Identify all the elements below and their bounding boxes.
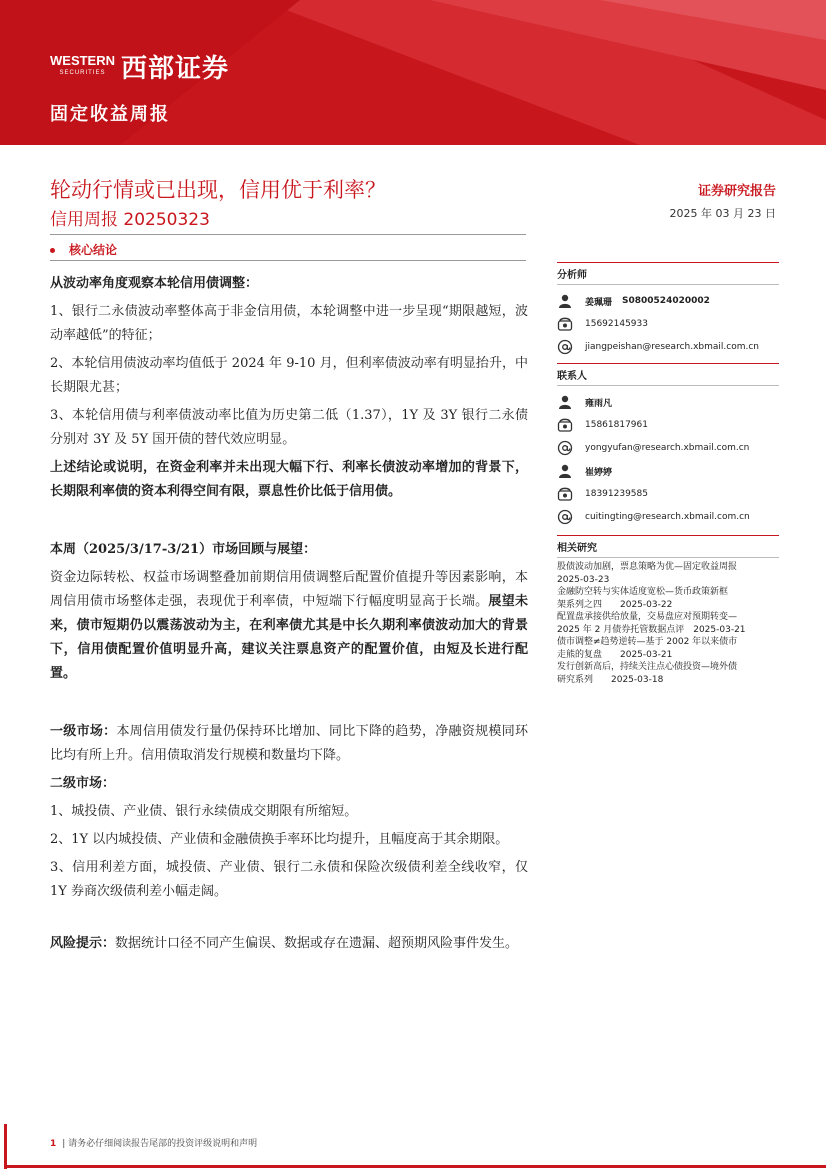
- heading-volatility: 从波动率角度观察本轮信用债调整：: [50, 276, 259, 291]
- email-icon: [557, 440, 573, 456]
- related-line[interactable]: 发行创新高后，持续关注点心债投资—境外债: [557, 662, 738, 672]
- contact-1-email[interactable]: yongyufan@research.xbmail.com.cn: [585, 443, 750, 453]
- report-type: 固定收益周报: [50, 104, 170, 125]
- contact-1-name: 雍雨凡: [585, 398, 613, 409]
- report-date: 2025 年 03 月 23 日: [669, 207, 776, 220]
- point-2: 2、本轮信用债波动率均值低于 2024 年 9-10 月，但利率债波动率有明显抬升，中长期限尤甚；: [50, 356, 528, 395]
- related-line[interactable]: 配置盘承接供给放量，交易盘应对预期转变—: [557, 612, 738, 622]
- email-icon: [557, 509, 573, 525]
- brand-logo-en: [50, 52, 115, 79]
- analyst-name: 姜珮珊: [585, 297, 613, 308]
- bullet-icon: [50, 248, 55, 253]
- analyst-license-id: S0800524020002: [622, 296, 710, 306]
- brand-cn-text: 西部证券: [121, 54, 230, 84]
- report-category: 证券研究报告: [697, 184, 776, 199]
- contact-1-email-row: [557, 438, 779, 458]
- risk-paragraph: [50, 932, 528, 956]
- primary-market-label: 一级市场：: [50, 724, 117, 739]
- contact-2-name: 崔婷婷: [585, 467, 613, 478]
- secondary-market-label: 二级市场：: [50, 776, 116, 791]
- phone-icon: [557, 316, 573, 332]
- secondary-point-2: 2、1Y 以内城投债、产业债和金融债换手率环比均提升，且幅度高于其余期限。: [50, 832, 509, 847]
- person-icon: [557, 463, 573, 479]
- brand-en-text: WESTERN: [50, 52, 115, 68]
- person-icon: [557, 293, 573, 309]
- risk-label: 风险提示：: [50, 936, 116, 951]
- primary-market-text: 本周信用债发行量仍保持环比增加、同比下降的趋势，净融资规模同环比均有所上升。信用债取消发行规模和数量均下降。: [50, 724, 528, 763]
- conclusion-paragraph: 上述结论或说明，在资金利率并未出现大幅下行、利率长债波动率增加的背景下，长期限利率债的资本利得空间有限，票息性价比低于信用债。: [50, 460, 528, 499]
- page-number: 1: [50, 1139, 57, 1149]
- page-title: 轮动行情或已出现，信用优于利率？: [50, 178, 386, 202]
- related-line: 走熊的复盘 2025-03-21: [557, 649, 673, 660]
- page-subtitle: 信用周报 20250323: [50, 210, 210, 230]
- phone-icon: [557, 417, 573, 433]
- related-line[interactable]: 股债波动加剧，票息策略为优—固定收益周报: [557, 562, 738, 572]
- contact-2-name-row: [557, 461, 779, 481]
- corner-accent-horizontal: [4, 1165, 826, 1168]
- contact-1-phone: 15861817961: [585, 420, 648, 430]
- section-divider: [50, 260, 526, 261]
- contact-1-name-row: [557, 392, 779, 412]
- analyst-phone: 15692145933: [585, 319, 648, 329]
- sidebar: [557, 262, 779, 686]
- related-line: 2025-03-23: [557, 574, 610, 585]
- contact-2-email[interactable]: cuitingting@research.xbmail.com.cn: [585, 512, 750, 522]
- contact-heading: 联系人: [557, 363, 779, 386]
- outlook-text: 展望未来，债市短期仍以震荡波动为主，在利率债尤其是中长久期利率债波动加大的背景下，信用债配置价值明显升高，建议关注票息资产的配置价值，由短及长进行配置。: [50, 594, 528, 681]
- related-line: 架系列之四 2025-03-22: [557, 599, 673, 610]
- related-heading: 相关研究: [557, 535, 779, 558]
- heading-weekly-review: 本周（2025/3/17-3/21）市场回顾与展望：: [50, 542, 317, 557]
- related-line: 2025 年 2 月债券托管数据点评 2025-03-21: [557, 624, 746, 635]
- email-icon: [557, 339, 573, 355]
- related-research-list: [557, 561, 779, 686]
- related-line[interactable]: 金融防空转与实体适度宽松—货币政策新框: [557, 587, 729, 597]
- analyst-email[interactable]: jiangpeishan@research.xbmail.com.cn: [585, 342, 760, 352]
- point-3: 3、本轮信用债与利率债波动率比值为历史第二低（1.37），1Y 及 3Y 银行二永债分别对 3Y 及 5Y 国开债的替代效应明显。: [50, 408, 528, 447]
- secondary-point-3: 3、信用利差方面，城投债、产业债、银行二永债和保险次级债利差全线收窄，仅 1Y 券商次级债利差小幅走阔。: [50, 860, 528, 899]
- primary-market-paragraph: [50, 720, 528, 768]
- contact-2-phone: 18391239585: [585, 489, 648, 499]
- contact-1-phone-row: [557, 415, 779, 435]
- corner-accent-vertical: [4, 1124, 7, 1169]
- core-section-label: 核心结论: [69, 243, 118, 257]
- secondary-point-1: 1、城投债、产业债、银行永续债成交期限有所缩短。: [50, 804, 358, 819]
- analyst-email-row: [557, 337, 779, 357]
- review-text: 资金边际转松、权益市场调整叠加前期信用债调整后配置价值提升等因素影响，本周信用债市场整体走强，表现优于利率债，中短端下行幅度明显高于长端。: [50, 570, 528, 609]
- contact-2-email-row: [557, 507, 779, 527]
- analyst-name-row: [557, 291, 779, 311]
- brand-en-sub: SECURITIES: [59, 69, 106, 76]
- main-body: [50, 272, 528, 960]
- core-section-heading: [50, 241, 117, 258]
- contact-2-phone-row: [557, 484, 779, 504]
- report-header: [0, 0, 826, 145]
- point-1: 1、银行二永债波动率整体高于非金信用债，本轮调整中进一步呈现“期限越短，波动率越低”的特征；: [50, 304, 528, 343]
- risk-text: 数据统计口径不同产生偏误、数据或存在遗漏、超预期风险事件发生。: [115, 936, 519, 951]
- brand-logo: [50, 48, 229, 85]
- person-icon: [557, 394, 573, 410]
- analyst-phone-row: [557, 314, 779, 334]
- related-line[interactable]: 债市调整≠趋势逆转—基于 2002 年以来债市: [557, 637, 738, 647]
- title-divider: [50, 234, 526, 235]
- review-paragraph: [50, 566, 528, 686]
- phone-icon: [557, 486, 573, 502]
- page-footer: [50, 1136, 257, 1149]
- related-line: 研究系列 2025-03-18: [557, 674, 664, 685]
- analyst-heading: 分析师: [557, 262, 779, 285]
- footer-notice: | 请务必仔细阅读报告尾部的投资评级说明和声明: [62, 1139, 258, 1149]
